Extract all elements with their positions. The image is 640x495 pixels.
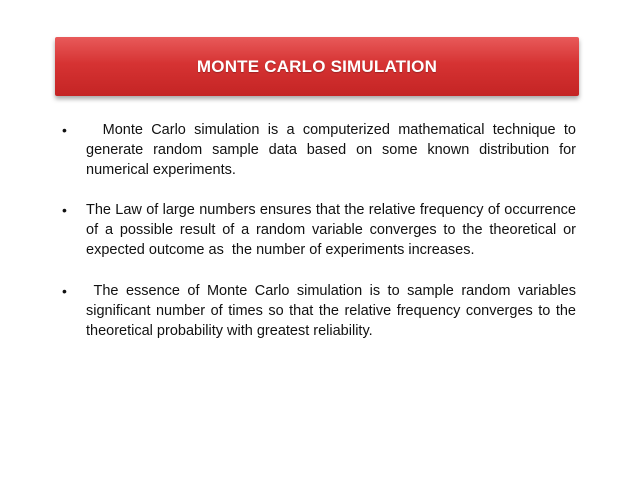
title-banner bbox=[55, 37, 579, 96]
bullet-dot-icon: • bbox=[62, 283, 67, 299]
bullet-text-3: The essence of Monte Carlo simulation is to sample random variables significant number of times so that the relative frequency converges to the theoretical probability with greatest reliability. bbox=[86, 283, 581, 339]
bullet-dot-icon: • bbox=[62, 202, 67, 218]
bullet-list bbox=[62, 120, 581, 360]
bullet-item-1 bbox=[62, 120, 581, 180]
bullet-item-2 bbox=[62, 200, 581, 260]
slide-title: MONTE CARLO SIMULATION bbox=[196, 56, 438, 76]
bullet-item-3 bbox=[62, 281, 581, 341]
bullet-text-1: Monte Carlo simulation is a computerized mathematical technique to generate random sample data based on some known distribution for numerical experiments. bbox=[86, 122, 581, 178]
bullet-dot-icon: • bbox=[62, 122, 67, 138]
bullet-text-2: The Law of large numbers ensures that the relative frequency of occurrence of a possible result of a random variable converges to the theoretical or expected outcome as the number of experiments increases. bbox=[86, 202, 581, 258]
